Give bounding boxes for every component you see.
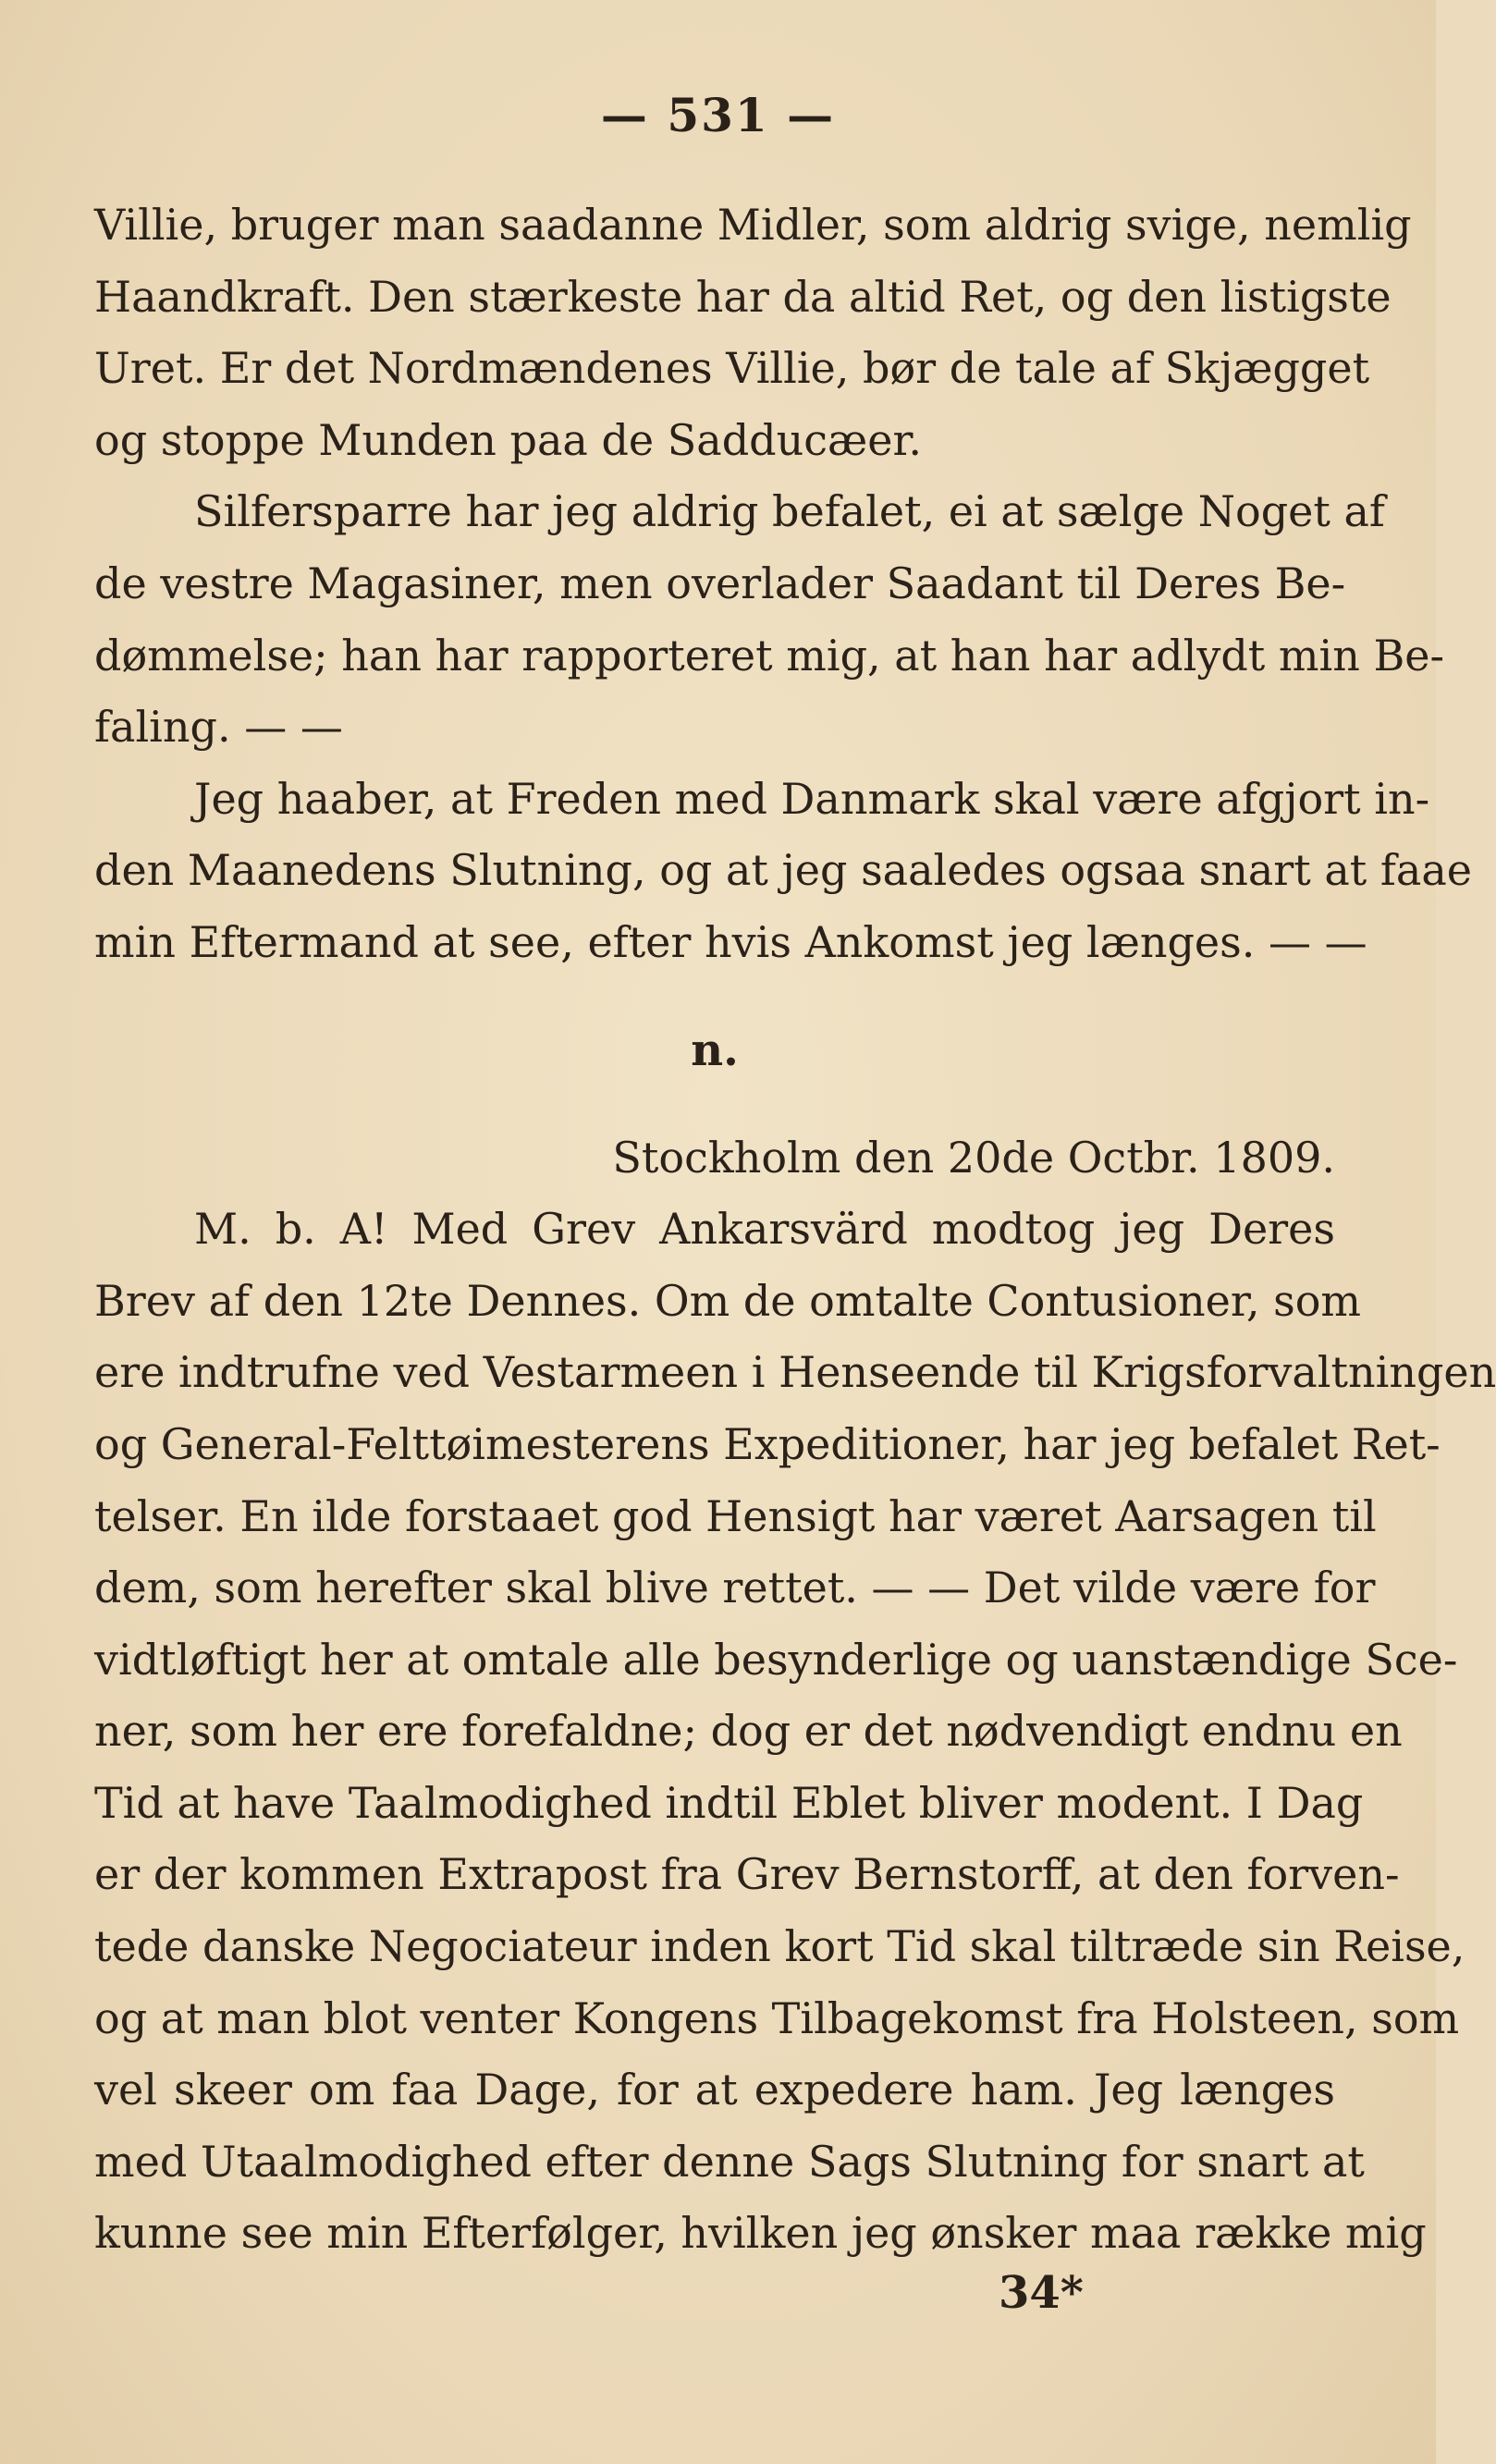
text-line: min Eftermand at see, efter hvis Ankomst jeg længes. — — [94,916,1367,967]
section-letter: n. [691,1024,739,1076]
text-line: Villie, bruger man saadanne Midler, som aldrig svige, nemlig [94,200,1412,250]
text-line: Haandkraft. Den stærkeste har da altid Ret, og den listigste [94,271,1392,322]
text-line: og stoppe Munden paa de Sadducæer. [94,414,923,465]
signature-mark: 34* [999,2267,1084,2319]
text-line: vidtløftigt her at omtale alle besynderlige og uanstændige Sce- [94,1634,1458,1685]
text-line: Uret. Er det Nordmændenes Villie, bør de tale af Skjægget [94,343,1370,394]
text-line: vel skeer om faa Dage, for at expedere ham. Jeg længes [94,2065,1335,2115]
text-line: tede danske Negociateur inden kort Tid skal tiltræde sin Reise, [94,1921,1465,1972]
text-line: ner, som her ere forefaldne; dog er det nødvendigt endnu en [94,1706,1403,1757]
text-line: Brev af den 12te Dennes. Om de omtalte Contusioner, som [94,1275,1362,1326]
text-line: faling. — — [94,702,343,753]
text-line: Tid at have Taalmodighed indtil Eblet bliver modent. I Dag [94,1777,1364,1828]
text-line: og General-Felttøimesterens Expeditioner, har jeg befalet Ret- [94,1418,1441,1469]
text-line: dem, som herefter skal blive rettet. — — Det vilde være for [94,1563,1376,1613]
text-line: den Maanedens Slutning, og at jeg saaledes ogsaa snart at faae [94,845,1472,896]
text-line: Silfersparre har jeg aldrig befalet, ei at sælge Noget af [194,486,1385,537]
text-line: Jeg haaber, at Freden med Danmark skal være afgjort in- [194,773,1430,824]
text-line: kunne see min Efterfølger, hvilken jeg ønsker maa række mig [94,2208,1427,2259]
text-line: med Utaalmodighed efter denne Sags Slutning for snart at [94,2136,1365,2187]
page-number: — 531 — [600,88,836,142]
letter-dateline: Stockholm den 20de Octbr. 1809. [612,1132,1335,1183]
text-line: telser. En ilde forstaaet god Hensigt har været Aarsagen til [94,1490,1377,1541]
text-line: dømmelse; han har rapporteret mig, at han har adlydt min Be- [94,630,1445,680]
text-line: er der kommen Extrapost fra Grev Bernstorff, at den forven- [94,1849,1400,1900]
body-text [94,190,1496,2270]
text-line: ere indtrufne ved Vestarmeen i Henseende til Krigsforvaltningen [94,1347,1496,1398]
text-line: M. b. A! Med Grev Ankarsvärd modtog jeg Deres [194,1204,1335,1255]
text-line: og at man blot venter Kongens Tilbagekomst fra Holsteen, som [94,1992,1460,2043]
text-line: de vestre Magasiner, men overlader Saadant til Deres Be- [94,558,1346,608]
